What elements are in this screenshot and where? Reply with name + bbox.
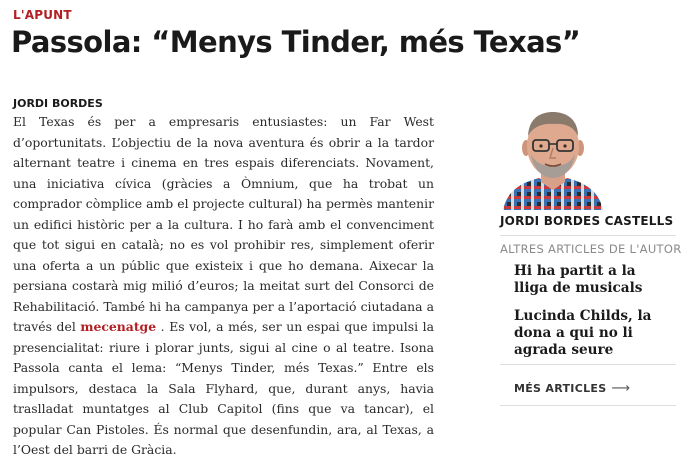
more-articles-link[interactable] bbox=[514, 381, 630, 396]
section-label[interactable]: L'APUNT bbox=[13, 8, 72, 22]
more-articles-link-label: MÉS ARTICLES bbox=[514, 382, 607, 395]
related-article-link[interactable]: Lucinda Childs, la dona a qui no li agrada seure bbox=[514, 308, 652, 358]
author-photo[interactable] bbox=[501, 106, 605, 210]
author-name[interactable]: JORDI BORDES CASTELLS bbox=[500, 214, 674, 228]
byline: JORDI BORDES bbox=[13, 97, 103, 110]
sidebar-divider bbox=[500, 235, 676, 236]
article-body bbox=[13, 112, 434, 461]
body-text-part-2: . Es vol, a més, ser un espai que impulsi la presencialitat: riure i plorar junts, sigui al cine o al teatre. Isona Passola canta el lema: “Menys Tinder, més Texas.” Entre els impulsors, destaca la Sala Flyhard, que, durant anys, havia traslladat muntatges al Club Capitol (fins que va tancar), el popular Can Pistoles. És normal que desenfundin, ara, al Texas, a l’Oest del barri de Gràcia. bbox=[13, 319, 434, 457]
sidebar-divider bbox=[500, 405, 676, 406]
related-articles-list bbox=[514, 263, 674, 370]
related-article-link[interactable]: Hi ha partit a la lliga de musicals bbox=[514, 263, 643, 296]
more-articles-label: ALTRES ARTICLES DE L'AUTOR bbox=[500, 242, 682, 256]
headline: Passola: “Menys Tinder, més Texas” bbox=[11, 25, 581, 59]
mecenatge-link[interactable]: mecenatge bbox=[80, 319, 157, 334]
body-text-part-1: El Texas és per a empresaris entusiastes: un Far West d’oportunitats. L’objectiu de la nova aventura és obrir a la tardor alternant teatre i cinema en tres espais diferenciats. Novament, una iniciativa cívica (gràcies a Òmnium, que ha trobat un comprador còmplice amb el projecte cultural) ha permès mantenir un edifici històric per a la cultura. I ho farà amb el convenciment que tot sigui en català; no es vol prohibir res, simplement oferir una oferta a un públic que existeix i que ho demana. Aixecar la persiana costarà mig milió d’euros; la meitat surt del Consorci de Rehabilitació. També hi ha campanya per a l’aportació ciutadana a través del bbox=[13, 114, 434, 334]
arrow-right-icon: ⟶ bbox=[611, 381, 631, 396]
sidebar-divider bbox=[500, 364, 676, 365]
